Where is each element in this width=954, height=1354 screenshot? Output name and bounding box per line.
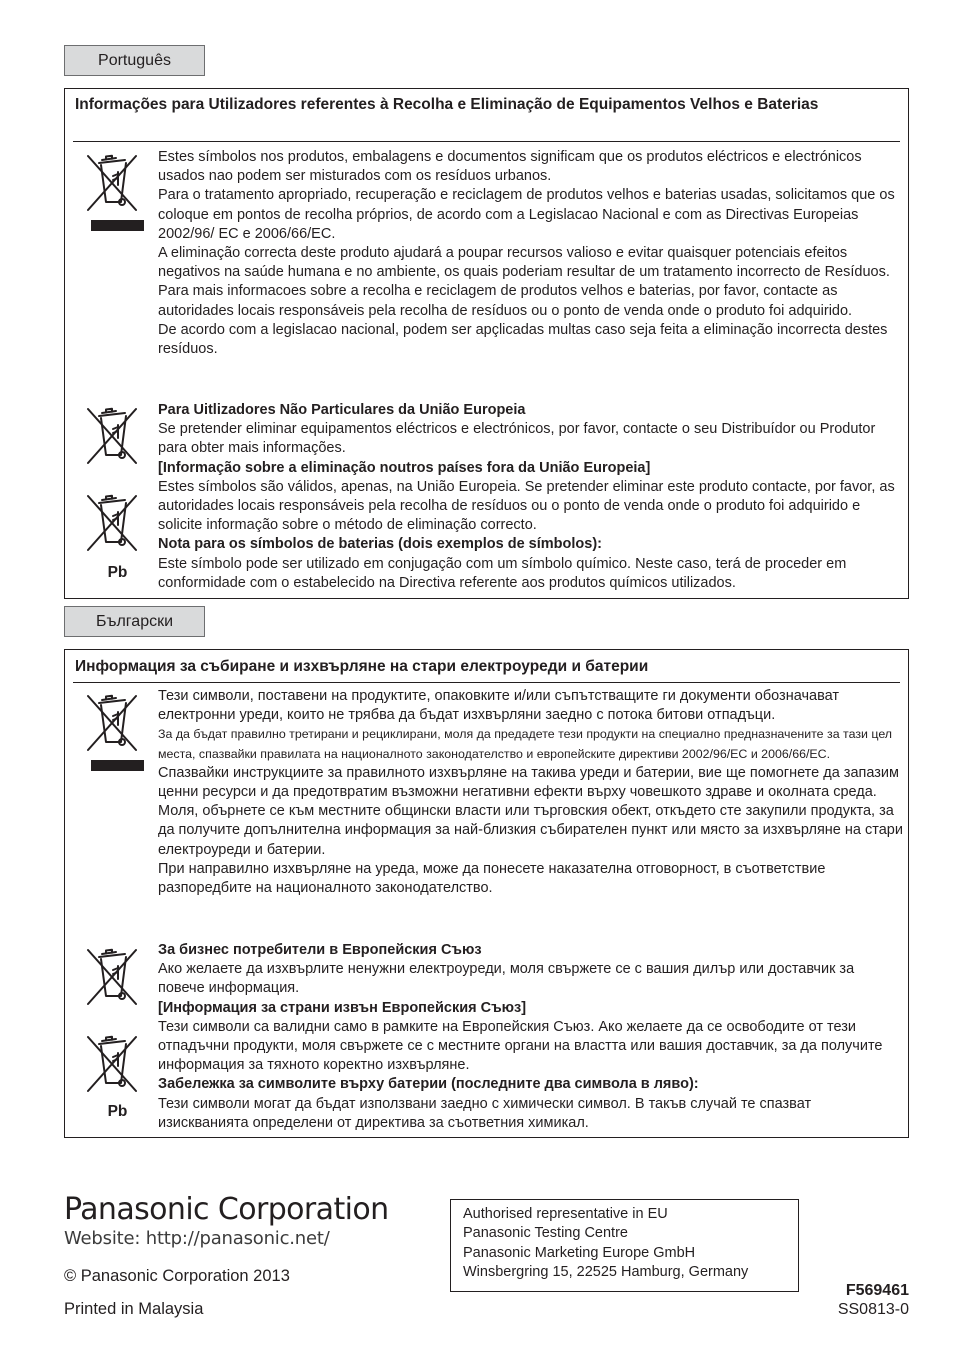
crossed-out-bin-icon [82, 944, 142, 1008]
document-code: F569461 [845, 1282, 909, 1299]
copyright: © Panasonic Corporation 2013 [64, 1267, 290, 1285]
paragraph: A eliminação correcta deste produto ajudará a poupar recursos valioso e evitar quaisquer potenciais efeitos negativos na saúde humana e no ambiente, os quais poderiam resultar de um tratamento incorrecto de Resíduos. [158, 245, 890, 281]
paragraph: Este símbolo pode ser utilizado em conjugação com um símbolo químico. Neste caso, terá de proceder em conformidade com o estabelecido na Directiva referente aos produtos químicos utilizados. [158, 555, 847, 591]
authorised-representative-box [450, 1199, 799, 1292]
printed-in: Printed in Malaysia [64, 1300, 204, 1318]
crossed-out-bin-icon [82, 490, 142, 554]
divider [73, 682, 900, 683]
rep-line: Winsbergring 15, 22525 Hamburg, Germany [463, 1263, 749, 1280]
section-title: Информация за събиране и изхвърляне на стари електроуреди и батерии [75, 658, 649, 675]
chemical-symbol-pb: Pb [107, 1103, 128, 1120]
tab-bulgarian: Български [64, 606, 205, 637]
paragraph: Тези символи, поставени на продуктите, опаковките и/или съпътстващите ги документи обозначават електронни уреди, които не трябва да бъдат изхвърляни заедно с потока битови отпадъци. [158, 688, 840, 724]
paragraph: Para o tratamento apropriado, recuperação e reciclagem de produtos velhos e baterias usadas, solicitamos que os coloque em pontos de recolha próprios, de acordo com a Legislacao Nacional e com as Directivas Europeias 2002/96/ EC e 2006/66/EC. [158, 187, 895, 242]
section-body [158, 148, 903, 359]
section-title: Informações para Utilizadores referentes à Recolha e Eliminação de Equipamentos Velhos e Baterias [75, 96, 819, 113]
chemical-symbol-pb: Pb [107, 564, 128, 581]
section-body-2 [158, 401, 903, 593]
paragraph: За да бъдат правилно третирани и рециклирани, моля да предадете тези продукти на специално предназначените за тази цел места, спазвайки правилата на националното законодателство и европейските директиви 2002/96/EC и 2006/66/EC. [158, 727, 893, 761]
subheading: За бизнес потребители в Европейския Съюз [158, 942, 482, 958]
print-code: SS0813-0 [837, 1301, 909, 1318]
section-body [158, 687, 903, 898]
company-logo: Panasonic Corporation [64, 1192, 389, 1227]
divider [73, 141, 900, 142]
paragraph: Se pretender eliminar equipamentos eléctricos e electrónicos, por favor, contacte o seu Distribuídor ou Produtor para obter mais informações. [158, 421, 876, 457]
paragraph: Спазвайки инструкциите за правилното изхвърляне на такива уреди и батерии, вие ще помогнете да запазим ценни ресурси и да предотвратим възможни негативни ефекти върху човешкото здраве и околната среда. Моля, обърнете се към местните общински власти или търговския обект, откъдето сте закупили продукта, за да получите допълнителна информация за най-близкия събирателен пункт или място за изхвърляне на стари електроуреди и батерии. [158, 764, 903, 858]
paragraph: Тези символи могат да бъдат използвани заедно с химически символ. В такъв случай те спазват изискванията определени от директива за съответния химикал. [158, 1095, 812, 1131]
crossed-out-bin-icon [82, 1031, 142, 1095]
rep-line: Authorised representative in EU [463, 1206, 668, 1222]
paragraph: Ако желаете да изхвърлите ненужни електроуреди, моля свържете се с вашия дилър или доставчик за повече информация. [158, 961, 855, 997]
subheading: [Informação sobre a eliminação noutros países fora da União Europeia] [158, 459, 651, 476]
black-bar-icon [91, 220, 144, 231]
subheading: [Информация за страни извън Европейския Съюз] [158, 999, 527, 1016]
website-text: Website: http://panasonic.net/ [64, 1228, 330, 1249]
section-portugues [64, 88, 909, 599]
paragraph: При направилно изхвърляне на уреда, може да понесете наказателна отговорност, в съответствие разпоредбите на националното законодателство. [158, 860, 826, 897]
paragraph: De acordo com a legislacao nacional, podem ser apçlicadas multas caso seja feita a eliminação incorrecta destes resíduos. [158, 321, 888, 358]
paragraph: Estes símbolos são válidos, apenas, na União Europeia. Se pretender eliminar este produto contacte, por favor, as autoridades locais responsáveis pela recolha de resíduos ou o ponto de venda onde o produto foi adquirido e solicite informação sobre o método de eliminação correcto. [158, 478, 895, 534]
section-body-2 [158, 941, 903, 1133]
crossed-out-bin-icon [82, 690, 142, 754]
subheading: Para Uitlizadores Não Particulares da União Europeia [158, 402, 526, 418]
paragraph: Тези символи са валидни само в рамките на Европейския Съюз. Ако желаете да се освободите от тези отпадъчни продукти, моля свържете се с местните органи на властта или вашия доставчик, за да получите информация за тяхното коректно изхвърляне. [158, 1018, 883, 1074]
crossed-out-bin-icon [82, 403, 142, 467]
crossed-out-bin-icon [82, 150, 142, 214]
paragraph: Estes símbolos nos produtos, embalagens e documentos significam que os produtos eléctricos e electrónicos usados nao podem ser misturados com os resíduos urbanos. [158, 149, 862, 185]
rep-line: Panasonic Marketing Europe GmbH [463, 1244, 696, 1261]
subheading: Забележка за символите върху батерии (последните два символа в ляво): [158, 1076, 699, 1093]
rep-line: Panasonic Testing Centre [463, 1225, 628, 1242]
paragraph: Para mais informacoes sobre a recolha e reciclagem de produtos velhos e baterias, por favor, contacte as autoridades locais responsáveis pela recolha de resíduos ou o ponto de venda onde o produto foi adquirido. [158, 283, 853, 319]
section-bulgarian [64, 649, 909, 1138]
tab-portugues: Português [64, 45, 205, 76]
black-bar-icon [91, 760, 144, 771]
subheading: Nota para os símbolos de baterias (dois exemplos de símbolos): [158, 536, 602, 553]
